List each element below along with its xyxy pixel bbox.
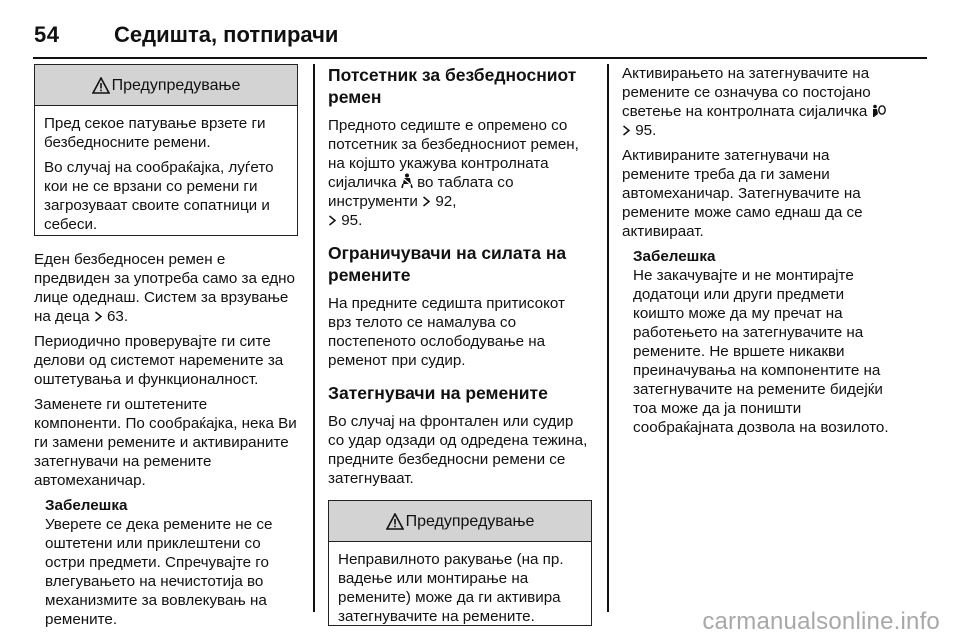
- column-2: [328, 64, 592, 626]
- warning-triangle-icon: [92, 77, 110, 94]
- paragraph: Активираните затегнувачи на ремените треба да ги замени автомеханичар. Затегнувачите на ремените може само еднаш да се активираат.: [622, 147, 863, 240]
- note-title: Забелешка: [633, 248, 716, 265]
- paragraph: Во случај на фронтален или судир со удар одзади од одредена тежина, предните безбедносни ремени се затегнуваат.: [328, 413, 588, 487]
- column-1: [34, 64, 298, 629]
- warning-title: Предупредување: [405, 512, 535, 530]
- note-text: Уверете се дека ремените не се оштетени или приклештени со остри предмети. Спречувајте го влегувањето на нечистотија во механизмите за вовлекувањ на ремените.: [45, 516, 273, 628]
- paragraph-text: Активирањето на затегнувачите на ремените се означува со постојано светење на контролната сијаличка: [622, 65, 871, 120]
- seatbelt-reminder-icon: [401, 173, 413, 189]
- page-header: [0, 0, 960, 60]
- page-reference-icon: [422, 195, 431, 208]
- paragraph-text: во таблата со инструменти: [328, 174, 514, 210]
- page-reference: 92,: [435, 193, 457, 210]
- warning-body: [329, 542, 591, 638]
- warning-header: [35, 65, 297, 106]
- page-reference-icon: [94, 310, 103, 323]
- page-reference-icon: [622, 124, 631, 137]
- section-heading: Потсетник за безбедносниот ремен: [328, 65, 577, 107]
- warning-header: [329, 501, 591, 542]
- section-heading: Ограничувачи на силата на ремените: [328, 243, 567, 285]
- warning-paragraph: Пред секое патување врзете ги безбедносните ремени.: [44, 115, 266, 151]
- warning-body: [35, 106, 297, 246]
- warning-paragraph: Неправилното ракување (на пр. вадење или монтирање на ремените) може да ги активира затегнувачите на ремените.: [338, 551, 564, 625]
- page-reference: 63.: [106, 308, 129, 325]
- paragraph-text: Еден безбедносен ремен е предвиден за употреба само за едно лице одеднаш. Систем за врзување на деца: [34, 251, 295, 325]
- page-number: 54: [34, 22, 60, 47]
- column-divider-2: [607, 64, 609, 612]
- paragraph: [328, 116, 592, 230]
- header-divider: [33, 57, 927, 59]
- chapter-title: Седишта, потпирачи: [114, 22, 339, 47]
- warning-box: [34, 64, 298, 236]
- paragraph: На предните седишта притисокот врз телото се намалува со постепеното ослободување на ременот при судир.: [328, 295, 565, 369]
- column-divider-1: [313, 64, 315, 612]
- paragraph: [34, 250, 298, 326]
- paragraph: Периодично проверувајте ги сите делови од системот наремените за оштетувања и функционалност.: [34, 333, 284, 388]
- paragraph: [622, 64, 892, 140]
- airbag-icon: [872, 104, 886, 118]
- note: [34, 496, 298, 629]
- column-3: [622, 64, 892, 437]
- warning-title: Предупредување: [111, 76, 241, 94]
- note-text: Не закачувајте и не монтирајте додатоци или други предмети коишто може да му пречат на работењето на затегнувачите на ремените. Не вршете никакви преиначувања на компонентите на затегнувачите на ремените бидејќи тоа може да ја поништи сообраќајната дозвола на возилото.: [633, 267, 889, 436]
- page-reference: 95.: [635, 122, 657, 139]
- warning-paragraph: Во случај на сообраќајка, луѓето кои не се врзани со ремени ги загрозуваат своите сопатници и себеси.: [44, 159, 274, 233]
- page-reference: 95.: [341, 212, 363, 229]
- page-reference-icon: [328, 214, 337, 227]
- watermark: carmanualsonline.info: [702, 608, 940, 635]
- paragraph: Заменете ги оштетените компоненти. По сообраќајка, нека Ви ги замени ремените и активираните затегнувачи на ремените автомеханичар.: [34, 396, 297, 489]
- warning-box: [328, 500, 592, 626]
- paragraph-text: Предното седиште е опремено со потсетник за безбедносниот ремен, на којшто укажува контролната сијаличка: [328, 117, 579, 191]
- warning-triangle-icon: [386, 513, 404, 530]
- note: [622, 247, 892, 437]
- note-title: Забелешка: [45, 497, 128, 514]
- section-heading: Затегнувачи на ремените: [328, 383, 548, 403]
